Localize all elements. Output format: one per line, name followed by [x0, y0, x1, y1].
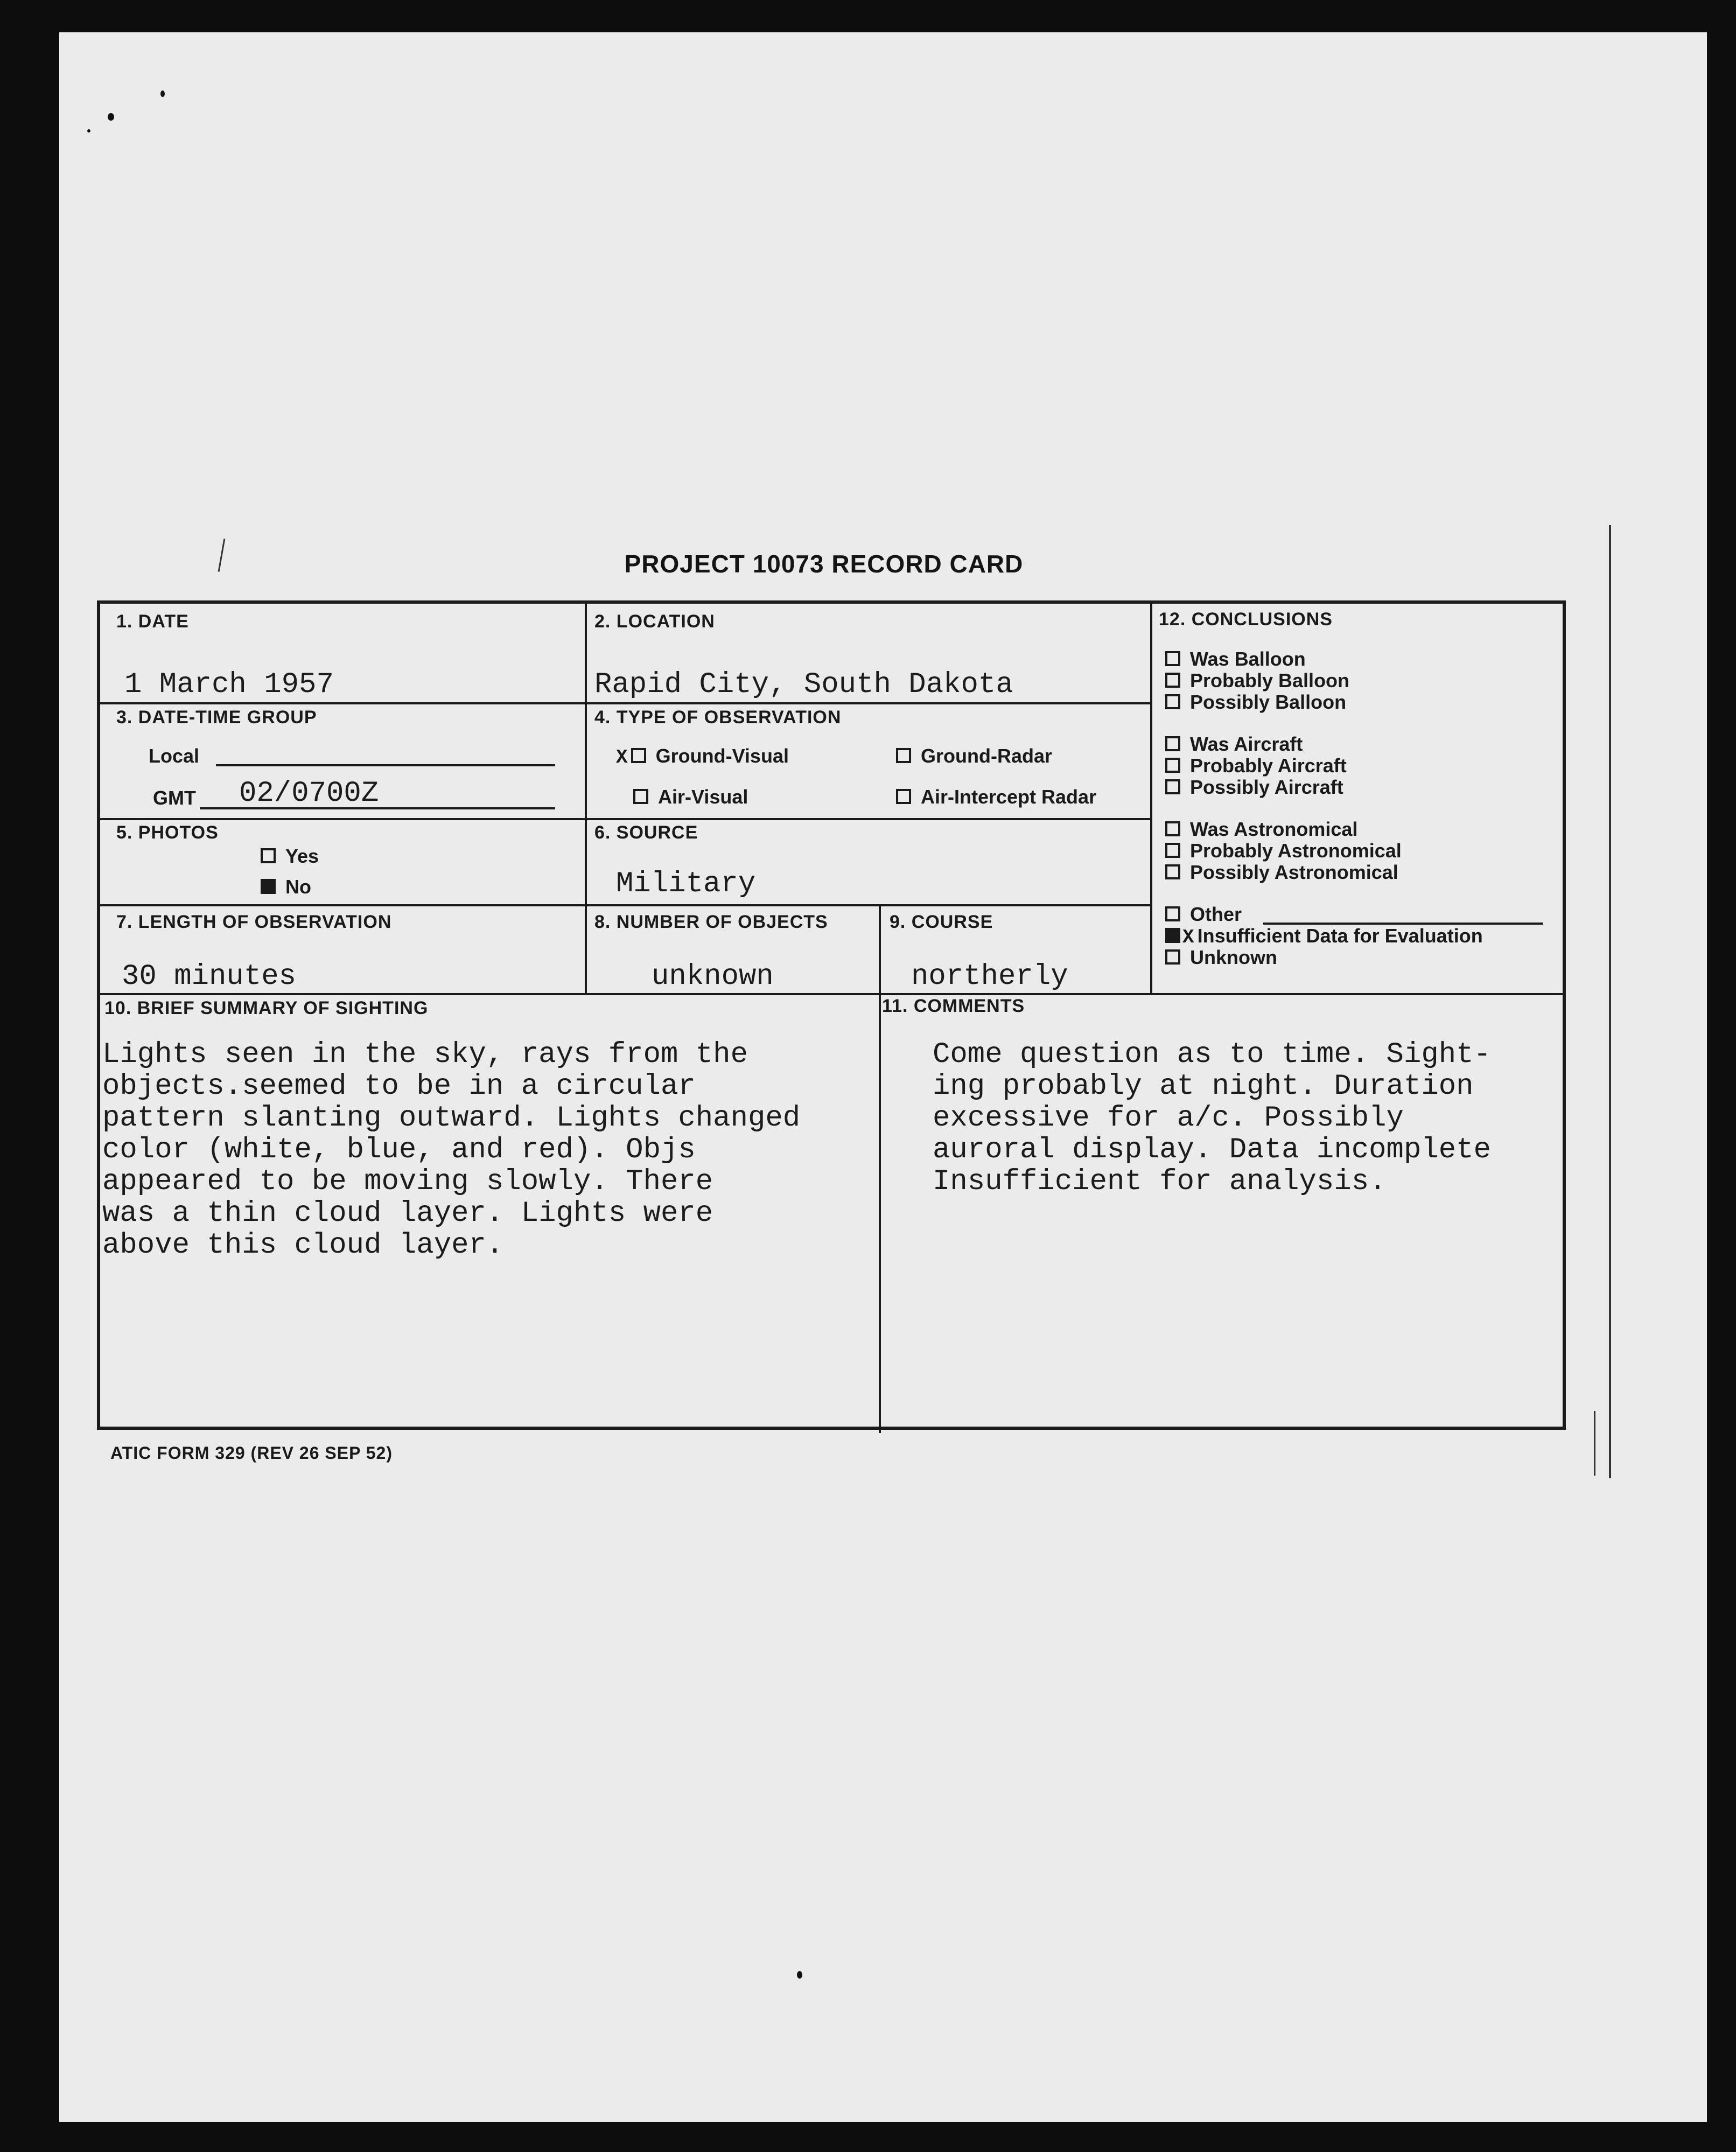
row-divider — [100, 904, 1150, 906]
col-divider — [1150, 604, 1152, 993]
photos-yes-text: Yes — [285, 845, 319, 867]
col-divider — [879, 904, 881, 1433]
conclusion-text: Probably Astronomical — [1190, 840, 1402, 862]
summary-label: 10. BRIEF SUMMARY OF SIGHTING — [104, 998, 429, 1018]
conclusion-text: Was Balloon — [1190, 648, 1306, 670]
location-value: Rapid City, South Dakota — [594, 668, 1013, 701]
conclusion-probably-aircraft — [1165, 754, 1347, 777]
summary-line: color (white, blue, and red). Objs — [102, 1134, 696, 1166]
conclusion-probably-astronomical — [1165, 840, 1402, 862]
objects-value: unknown — [652, 960, 774, 993]
conclusion-text: Possibly Aircraft — [1190, 776, 1343, 798]
speck — [797, 1971, 802, 1979]
speck — [108, 113, 114, 121]
conclusion-was-aircraft — [1165, 733, 1303, 756]
conclusion-was-astronomical — [1165, 818, 1357, 841]
checkbox-icon — [1165, 758, 1180, 773]
summary-text — [102, 1039, 800, 1261]
summary-line: Lights seen in the sky, rays from the — [102, 1038, 748, 1071]
checkbox-icon — [1165, 843, 1180, 858]
comments-line: Come question as to time. Sight- — [933, 1038, 1491, 1071]
conclusion-other — [1165, 903, 1242, 926]
date-value: 1 March 1957 — [124, 668, 334, 701]
length-label: 7. LENGTH OF OBSERVATION — [116, 912, 392, 932]
checkbox-icon — [1165, 694, 1180, 709]
conclusion-text: Probably Aircraft — [1190, 754, 1347, 777]
checked-box-icon — [1165, 928, 1180, 943]
conclusion-text: Insufficient Data for Evaluation — [1197, 925, 1483, 947]
col-divider — [585, 604, 587, 993]
photos-label: 5. PHOTOS — [116, 822, 219, 843]
type-label: 4. TYPE OF OBSERVATION — [594, 707, 842, 728]
checkbox-icon — [1165, 779, 1180, 794]
option-air-intercept — [896, 786, 1096, 808]
checkbox-icon — [1165, 906, 1180, 921]
photos-yes — [261, 845, 319, 868]
summary-line: appeared to be moving slowly. There — [102, 1165, 713, 1198]
comments-line: ing probably at night. Duration — [933, 1070, 1474, 1103]
conclusion-possibly-balloon — [1165, 691, 1346, 714]
checked-mark: X — [1182, 926, 1194, 948]
objects-label: 8. NUMBER OF OBJECTS — [594, 912, 828, 932]
ground-visual-text: Ground-Visual — [655, 745, 789, 767]
dtg-label: 3. DATE-TIME GROUP — [116, 707, 317, 728]
conclusion-text: Was Astronomical — [1190, 818, 1358, 840]
checkbox-icon — [633, 789, 648, 804]
form-footer: ATIC FORM 329 (REV 26 SEP 52) — [110, 1443, 393, 1463]
conclusion-text: Possibly Balloon — [1190, 691, 1347, 713]
air-visual-text: Air-Visual — [658, 786, 748, 808]
course-label: 9. COURSE — [890, 912, 993, 932]
source-label: 6. SOURCE — [594, 822, 698, 843]
checkbox-icon — [631, 748, 646, 763]
conclusion-unknown — [1165, 946, 1277, 969]
record-card — [97, 600, 1566, 1430]
comments-line: auroral display. Data incomplete — [933, 1134, 1491, 1166]
option-ground-visual — [616, 745, 789, 768]
ground-radar-text: Ground-Radar — [921, 745, 1053, 767]
checkbox-icon — [1165, 651, 1180, 666]
checkbox-icon — [1165, 864, 1180, 879]
air-intercept-text: Air-Intercept Radar — [921, 786, 1097, 808]
row-divider — [100, 993, 1566, 995]
conclusion-text: Was Aircraft — [1190, 733, 1303, 755]
checkbox-icon — [1165, 949, 1180, 965]
local-underline — [216, 764, 555, 766]
conclusion-insufficient-data — [1165, 925, 1483, 948]
date-label: 1. DATE — [116, 611, 189, 632]
conclusion-text: Other — [1190, 903, 1242, 925]
checkbox-icon — [1165, 821, 1180, 836]
location-label: 2. LOCATION — [594, 611, 715, 632]
conclusion-text: Possibly Astronomical — [1190, 861, 1398, 883]
page-edge-line — [1594, 1411, 1595, 1476]
photos-no-text: No — [285, 876, 311, 898]
page-edge-line — [1609, 525, 1611, 1478]
row-divider — [100, 702, 1150, 704]
gmt-value: 02/0700Z — [239, 777, 379, 810]
checked-mark: X — [616, 746, 628, 768]
summary-line: above this cloud layer. — [102, 1229, 504, 1262]
gmt-label: GMT — [153, 787, 196, 809]
photos-no — [261, 876, 311, 898]
comments-text — [933, 1039, 1491, 1198]
comments-label: 11. COMMENTS — [882, 996, 1025, 1016]
conclusion-text: Probably Balloon — [1190, 669, 1350, 691]
length-value: 30 minutes — [122, 960, 297, 993]
summary-line: pattern slanting outward. Lights changed — [102, 1102, 801, 1135]
conclusion-was-balloon — [1165, 648, 1306, 670]
conclusion-possibly-astronomical — [1165, 861, 1398, 884]
comments-line: Insufficient for analysis. — [933, 1165, 1387, 1198]
summary-line: objects.seemed to be in a circular — [102, 1070, 696, 1103]
source-value: Military — [616, 868, 756, 900]
comments-line: excessive for a/c. Possibly — [933, 1102, 1404, 1135]
checkbox-icon — [261, 848, 276, 863]
option-ground-radar — [896, 745, 1052, 767]
conclusion-possibly-aircraft — [1165, 776, 1343, 799]
conclusion-text: Unknown — [1190, 946, 1277, 968]
checkbox-icon — [896, 748, 911, 763]
page-title: PROJECT 10073 RECORD CARD — [624, 550, 1024, 578]
checkbox-icon — [896, 789, 911, 804]
row-divider — [100, 818, 1150, 820]
speck — [160, 90, 165, 97]
speck — [87, 129, 90, 132]
local-label: Local — [149, 745, 200, 767]
checked-box-icon — [261, 879, 276, 894]
conclusion-probably-balloon — [1165, 669, 1349, 692]
checkbox-icon — [1165, 673, 1180, 688]
course-value: northerly — [911, 960, 1068, 993]
option-air-visual — [633, 786, 748, 808]
summary-line: was a thin cloud layer. Lights were — [102, 1197, 713, 1230]
conclusions-label: 12. CONCLUSIONS — [1159, 609, 1333, 630]
checkbox-icon — [1165, 736, 1180, 751]
